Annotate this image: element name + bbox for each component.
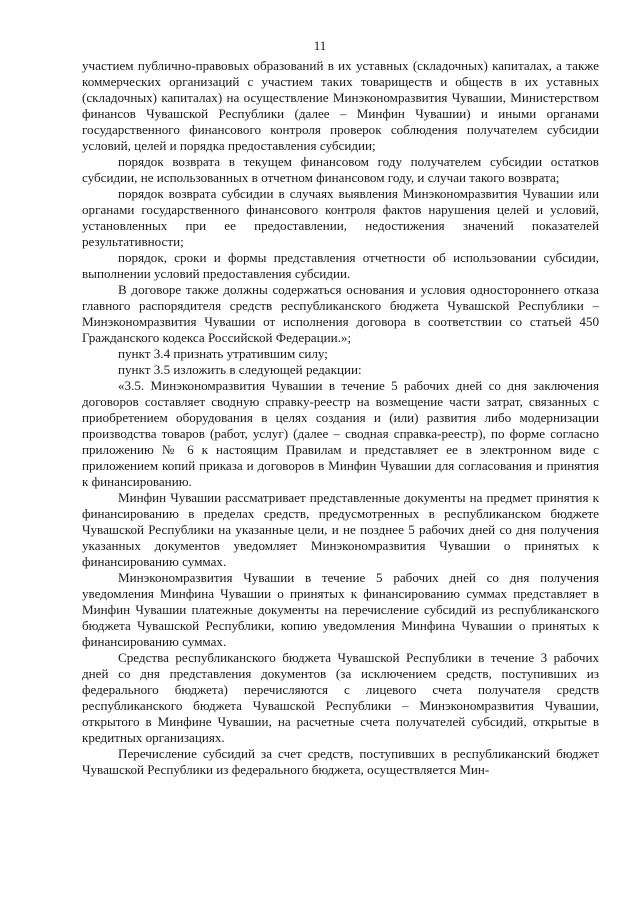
paragraph: порядок, сроки и формы представления отчетности об использовании субсидии, выполнении условий предоставления субсидии. [82,250,599,281]
document-body [82,58,599,778]
paragraph: пункт 3.4 признать утратившим силу; [118,346,328,361]
paragraph: Перечисление субсидий за счет средств, поступивших в республиканский бюджет Чувашской Республики из федерального бюджета, осуществляется Мин- [82,746,599,777]
paragraph: Минэкономразвития Чувашии в течение 5 рабочих дней со дня получения уведомления Минфина Чувашии о принятых к финансированию суммах представляет в Минфин Чувашии платежные документы на перечисление субсидий из республиканского бюджета Чувашской Республики, копию уведомления Минфина Чувашии о принятых к финансированию суммах. [82,570,599,649]
paragraph: В договоре также должны содержаться основания и условия одностороннего отказа главного распорядителя средств республиканского бюджета Чувашской Республики – Минэкономразвития Чувашии от исполнения договора в соответствии со статьей 450 Гражданского кодекса Российской Федерации.»; [82,282,599,345]
paragraph: участием публично-правовых образований в их уставных (складочных) капиталах, а также коммерческих организаций с участием таких товариществ и обществ в их уставных (складочных) капиталах) на осуществление Минэкономразвития Чувашии, Министерством финансов Чувашской Республики (далее – Минфин Чувашии) и иными органами государственного финансового контроля проверок соблюдения получателем субсидии условий, целей и порядка предоставления субсидии; [82,58,599,153]
paragraph: «3.5. Минэкономразвития Чувашии в течение 5 рабочих дней со дня заключения договоров составляет сводную справку-реестр на возмещение части затрат, связанных с приобретением оборудования в целях создания и (или) развития либо модернизации производства товаров (работ, услуг) (далее – сводная справка-реестр), по форме согласно приложению № 6 к настоящим Правилам и представляет ее в электронном виде с приложением копий приказа и договоров в Минфин Чувашии для согласования и принятия к финансированию. [82,378,599,489]
paragraph: порядок возврата субсидии в случаях выявления Минэкономразвития Чувашии или органами государственного финансового контроля фактов нарушения целей и условий, установленных при ее предоставлении, недостижения значений показателей результативности; [82,186,599,249]
paragraph: порядок возврата в текущем финансовом году получателем субсидии остатков субсидии, не использованных в отчетном финансовом году, и случаи такого возврата; [82,154,599,185]
paragraph: пункт 3.5 изложить в следующей редакции: [118,362,362,377]
paragraph: Средства республиканского бюджета Чувашской Республики в течение 3 рабочих дней со дня представления документов (за исключением средств, поступивших из федерального бюджета) перечисляются с лицевого счета получателя средств республиканского бюджета Чувашской Республики – Минэкономразвития Чувашии, открытого в Минфине Чувашии, на расчетные счета получателей субсидий, открытые в кредитных организациях. [82,650,599,745]
paragraph: Минфин Чувашии рассматривает представленные документы на предмет принятия к финансированию в пределах средств, предусмотренных в республиканском бюджете Чувашской Республики на указанные цели, и не позднее 5 рабочих дней со дня получения указанных документов уведомляет Минэкономразвития Чувашии о принятых к финансированию суммах. [82,490,599,569]
page-number: 11 [313,38,327,53]
